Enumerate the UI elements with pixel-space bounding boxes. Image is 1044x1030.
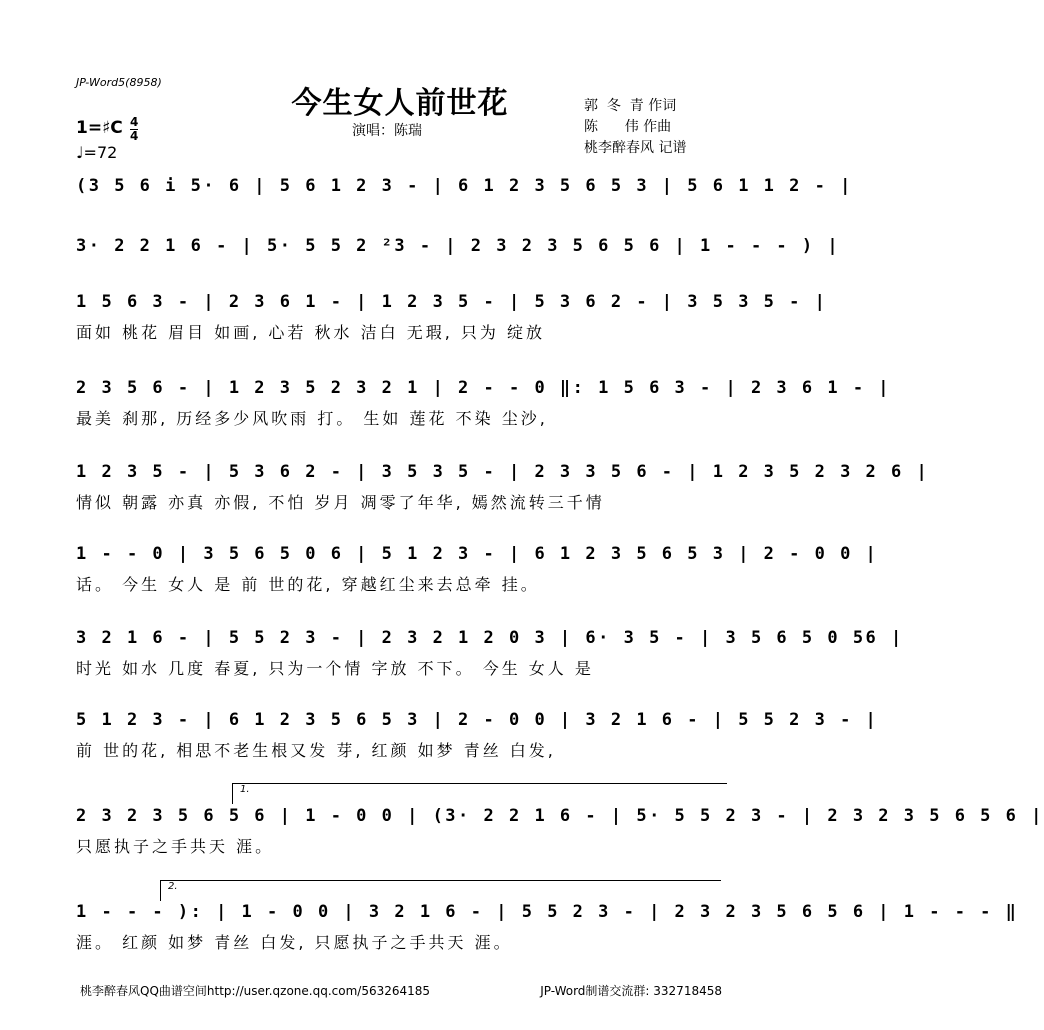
lyric-line-5: 情似 朝露 亦真 亦假, 不怕 岁月 凋零了年华, 嫣然流转三千情: [76, 493, 605, 512]
first-ending-number: 1.: [240, 784, 250, 795]
lyric-line-3: 面如 桃花 眉目 如画, 心若 秋水 洁白 无瑕, 只为 绽放: [76, 323, 545, 342]
score-system-5: 1 2 3 5 - | 5 3 6 2 - | 3 5 3 5 - | 2 3 3 5 6 - | 1 2 3 5 2 3 2 6 |: [76, 462, 930, 482]
second-ending-bracket: [160, 880, 721, 901]
credits-block: [584, 96, 686, 159]
footer-group-info: JP-Word制谱交流群: 332718458: [540, 984, 722, 998]
score-system-10: 1 - - - ): | 1 - 0 0 | 3 2 1 6 - | 5 5 2 3 - | 2 3 2 3 5 6 5 6 | 1 - - - ‖: [76, 902, 1019, 922]
first-ending-bracket: [232, 783, 727, 804]
transcriber-credit: 桃李醉春风 记谱: [584, 140, 687, 156]
singer-credit: 演唱：陈瑞: [352, 123, 422, 139]
lyric-line-4: 最美 刹那, 历经多少风吹雨 打。 生如 莲花 不染 尘沙,: [76, 409, 548, 428]
score-system-3: 1 5 6 3 - | 2 3 6 1 - | 1 2 3 5 - | 5 3 6 2 - | 3 5 3 5 - |: [76, 292, 828, 312]
footer-source-link: 桃李醉春风QQ曲谱空间http://user.qzone.qq.com/563264185: [80, 984, 431, 998]
score-system-2: 3· 2 2 1 6 - | 5· 5 5 2 ²3 - | 2 3 2 3 5 6 5 6 | 1 - - - ) |: [76, 236, 841, 256]
lyric-line-8: 前 世的花, 相思不老生根又发 芽, 红颜 如梦 青丝 白发,: [76, 741, 556, 760]
software-watermark: JP-Word5(8958): [76, 76, 162, 89]
lyricist-credit: 郭 冬 青 作词: [584, 98, 677, 114]
second-ending-number: 2.: [168, 881, 178, 892]
score-system-1: (3 5 6 i 5· 6 | 5 6 1 2 3 - | 6 1 2 3 5 6 5 3 | 5 6 1 1 2 - |: [76, 176, 853, 196]
time-signature-top: 4: [130, 115, 139, 129]
lyric-line-7: 时光 如水 几度 春夏, 只为一个情 字放 不下。 今生 女人 是: [76, 659, 594, 678]
time-signature: [130, 116, 138, 143]
score-system-6: 1 - - 0 | 3 5 6 5 0 6 | 5 1 2 3 - | 6 1 2 3 5 6 5 3 | 2 - 0 0 |: [76, 544, 879, 564]
time-signature-bottom: 4: [130, 129, 139, 143]
score-system-4: 2 3 5 6 - | 1 2 3 5 2 3 2 1 | 2 - - 0 ‖: 1 5 6 3 - | 2 3 6 1 - |: [76, 378, 892, 398]
lyric-line-9: 只愿执子之手共天 涯。: [76, 837, 275, 856]
tempo-marking: ♩=72: [76, 143, 118, 162]
song-title: 今生女人前世花: [291, 86, 509, 121]
score-system-8: 5 1 2 3 - | 6 1 2 3 5 6 5 3 | 2 - 0 0 | 3 2 1 6 - | 5 5 2 3 - |: [76, 710, 879, 730]
score-system-7: 3 2 1 6 - | 5 5 2 3 - | 2 3 2 1 2 0 3 | 6· 3 5 - | 3 5 6 5 0 56 |: [76, 628, 904, 648]
lyric-line-6: 话。 今生 女人 是 前 世的花, 穿越红尘来去总牵 挂。: [76, 575, 540, 594]
score-system-9: 2 3 2 3 5 6 5 6 | 1 - 0 0 | (3· 2 2 1 6 - | 5· 5 5 2 3 - | 2 3 2 3 5 6 5 6 |: [76, 806, 1044, 826]
lyric-line-10: 涯。 红颜 如梦 青丝 白发, 只愿执子之手共天 涯。: [76, 933, 513, 952]
composer-credit: 陈 伟 作曲: [584, 119, 672, 135]
key-signature: 1=♯C: [76, 118, 123, 138]
